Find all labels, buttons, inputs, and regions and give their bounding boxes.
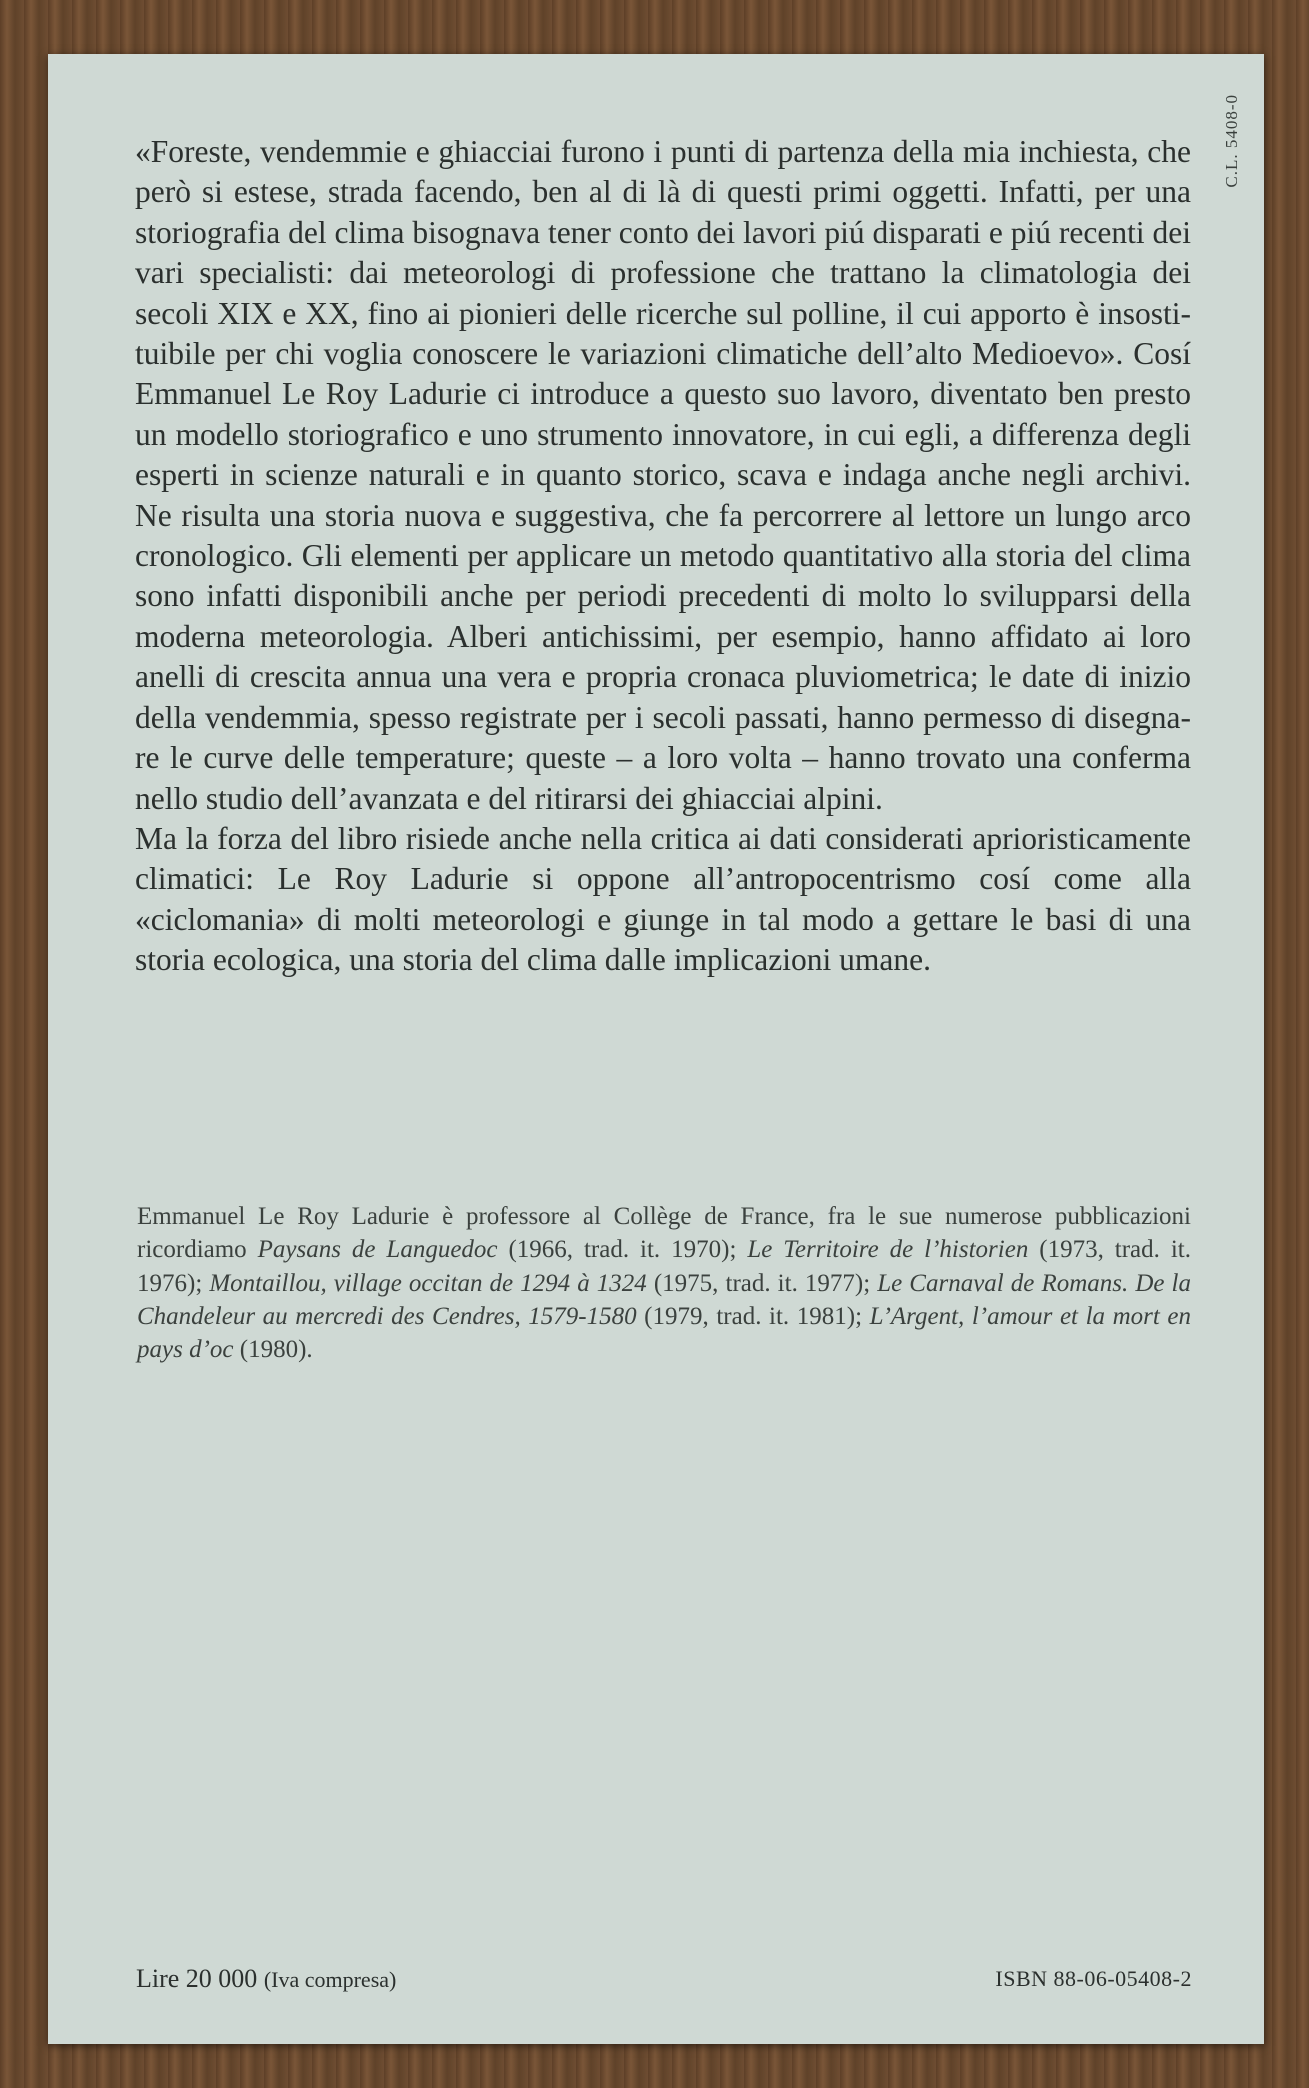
book-dates: (1980). xyxy=(233,1336,313,1364)
book-dates: (1973, trad. it. 1976); xyxy=(137,1236,1191,1297)
isbn-label: ISBN 88-06-05408-2 xyxy=(995,1966,1192,1991)
catalog-code: C.L. 5408-0 xyxy=(1222,94,1241,188)
bio-intro: Emmanuel Le Roy Ladurie è professore al Collège de France, fra le sue numerose pubblicazioni ricordiamo xyxy=(137,1203,1191,1264)
price-amount: Lire 20 000 xyxy=(136,1964,258,1993)
blurb-paragraph-2: Ma la forza del libro risiede anche nella critica ai dati considerati aprioristicamente climatici: Le Roy Ladurie si oppone all’antropocentrismo cosí come alla «ciclomania» di molti meteorologi e giunge in tal modo a gettare le basi di una storia ecologica, una storia del clima dalle implicazioni umane. xyxy=(135,820,1191,978)
book-dates: (1979, trad. it. 1981); xyxy=(636,1302,870,1330)
price-label xyxy=(136,1964,396,1994)
author-bio-paragraph xyxy=(137,1200,1191,1366)
book-title: Paysans de Languedoc xyxy=(257,1236,498,1264)
price-note: (Iva compresa) xyxy=(263,1967,397,1992)
book-dates: (1975, trad. it. 1977); xyxy=(646,1269,878,1297)
blurb-paragraph-1: «Foreste, vendemmie e ghiacciai furono i punti di partenza della mia inchiesta, che però si estese, strada facendo, ben al di là di questi primi oggetti. Infatti, per una storiografia del clima bisognava tener conto dei lavori piú disparati e piú recenti dei vari specialisti: dai meteorologi di professione che trattano la climatologia dei secoli XIX e XX, fino ai pionieri delle ricerche sul polline, il cui apporto è insostituibile per chi voglia conoscere le variazioni climatiche dell’alto Medioevo». Cosí Emmanuel Le Roy Ladurie ci introduce a questo suo lavoro, diventato ben presto un modello storiografico e uno strumento innovatore, in cui egli, a differenza degli esperti in scienze naturali e in quanto storico, scava e indaga anche negli archivi. Ne risulta una storia nuova e suggestiva, che fa percorrere al lettore un lungo arco cronologico. Gli elementi per applicare un metodo quantitativo alla storia del clima sono infatti disponibili anche per periodi precedenti di molto lo svilupparsi della moderna meteorologia. Alberi antichissimi, per esempio, hanno affidato ai loro anelli di crescita annua una vera e propria cronaca pluviometrica; le date di inizio della vendemmia, spesso registrate per i secoli passati, hanno permesso di disegnare le curve delle temperature; queste – a loro volta – hanno trovato una conferma nello studio dell’avanzata e del ritirarsi dei ghiacciai alpini. xyxy=(135,134,1191,816)
book-title: Le Territoire de l’historien xyxy=(747,1236,1029,1264)
book-back-cover xyxy=(48,54,1264,2044)
book-title: L’Argent, l’amour et la mort en pays d’oc xyxy=(137,1302,1191,1364)
author-bio xyxy=(137,1200,1191,1366)
book-title: Montaillou, village occitan de 1294 à 1324 xyxy=(209,1269,647,1297)
book-dates: (1966, trad. it. 1970); xyxy=(497,1236,748,1264)
blurb-text xyxy=(135,132,1191,981)
book-title: Le Carnaval de Romans. De la Chandeleur au mercredi des Cendres, 1579-1580 xyxy=(137,1269,1191,1330)
